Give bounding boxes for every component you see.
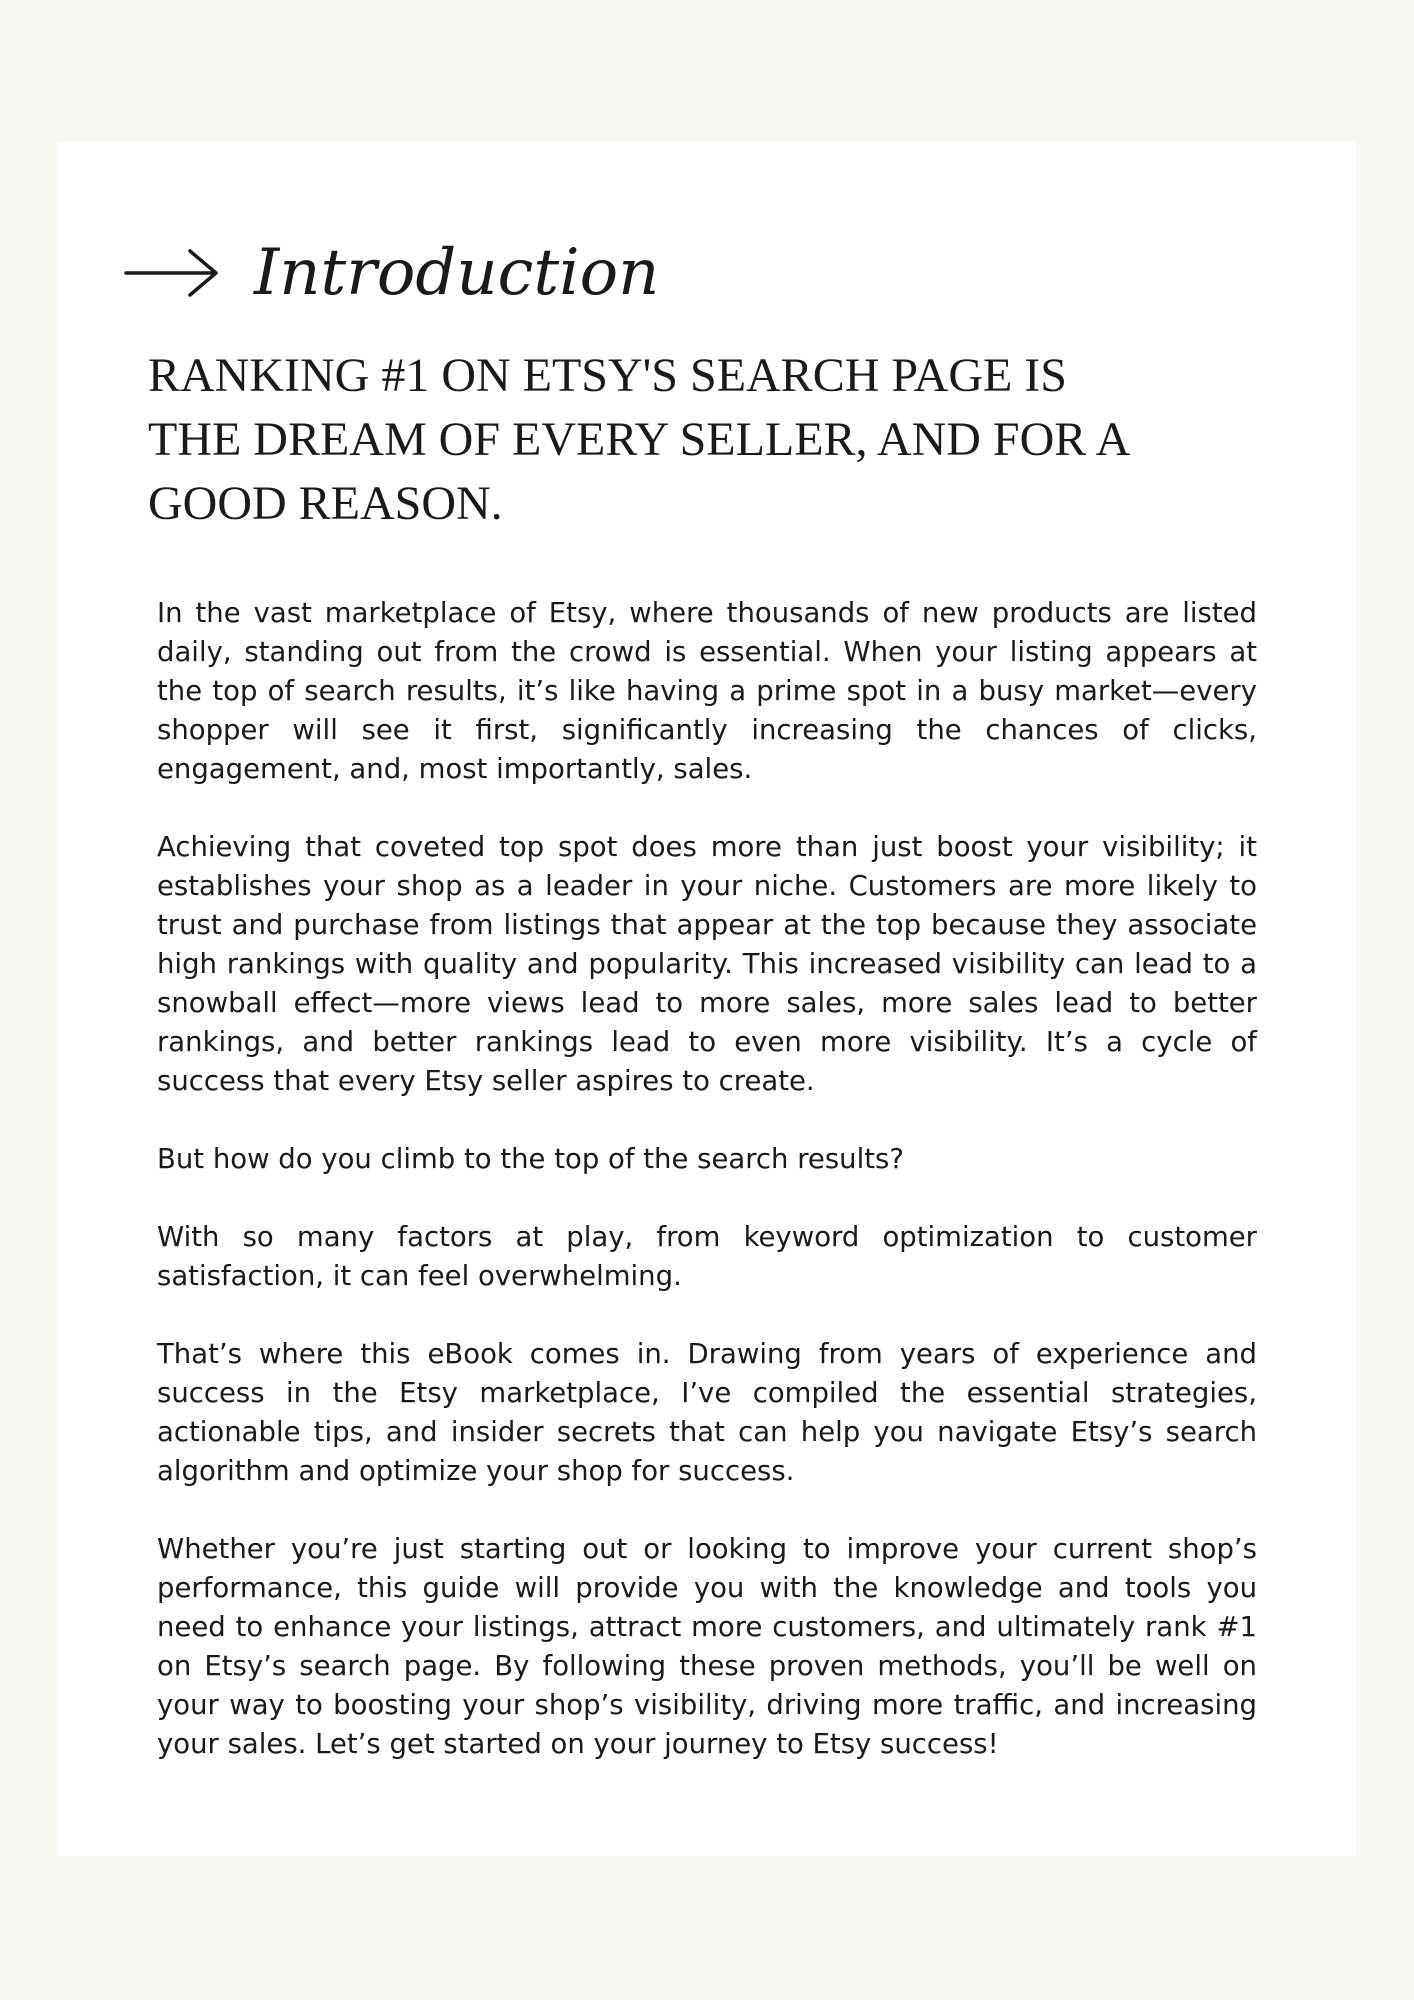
page-headline: RANKING #1 ON ETSY'S SEARCH PAGE IS THE DREAM OF EVERY SELLER, AND FOR A GOOD REASON. xyxy=(148,349,1128,530)
right-arrow-icon xyxy=(124,243,220,303)
paragraph: But how do you climb to the top of the search results? xyxy=(157,1143,904,1175)
paragraph: In the vast marketplace of Etsy, where thousands of new products are listed daily, standing out from the crowd is essential. When your listing appears at the top of search results, it’s like having a prime spot in a busy market—every shopper will see it first, significantly increasing the chances of clicks, engagement, and, most importantly, sales. xyxy=(157,597,1257,785)
section-heading xyxy=(124,228,659,318)
paragraph: That’s where this eBook comes in. Drawing from years of experience and success in the Etsy marketplace, I’ve compiled the essential strategies, actionable tips, and insider secrets that can help you navigate Etsy’s search algorithm and optimize your shop for success. xyxy=(157,1338,1257,1487)
paragraph: Achieving that coveted top spot does more than just boost your visibility; it establishes your shop as a leader in your niche. Customers are more likely to trust and purchase from listings that appear at the top because they associate high rankings with quality and popularity. This increased visibility can lead to a snowball effect—more views lead to more sales, more sales lead to better rankings, and better rankings lead to even more visibility. It’s a cycle of success that every Etsy seller aspires to create. xyxy=(157,831,1257,1097)
paragraph: With so many factors at play, from keyword optimization to customer satisfaction, it can feel overwhelming. xyxy=(157,1221,1257,1292)
section-title: Introduction xyxy=(254,236,660,310)
paragraph: Whether you’re just starting out or looking to improve your current shop’s performance, this guide will provide you with the knowledge and tools you need to enhance your listings, attract more customers, and ultimately rank #1 on Etsy’s search page. By following these proven methods, you’ll be well on your way to boosting your shop’s visibility, driving more traffic, and increasing your sales. Let’s get started on your journey to Etsy success! xyxy=(157,1533,1257,1760)
body-text xyxy=(157,594,1257,1803)
